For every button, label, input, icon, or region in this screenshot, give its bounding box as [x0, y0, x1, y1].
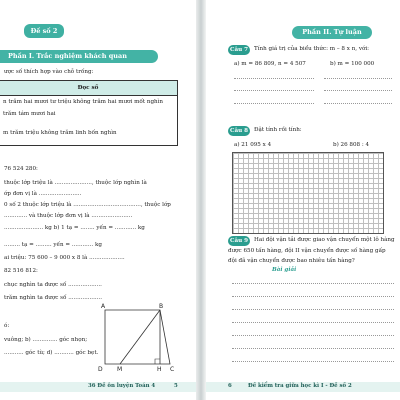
book-spine — [196, 0, 206, 400]
exercise-line: ......... tạ = ......... yến = ............ kg — [4, 242, 102, 248]
question-9-line: được 650 tấn hàng, đội II vận chuyển được số hàng gấp — [228, 248, 386, 254]
exercise-line: ............. và thuộc lớp đơn vị là ....................... — [4, 213, 133, 219]
answer-line — [232, 335, 394, 336]
exercise-line: ai triệu: 75 600 – 9 000 x 8 là .................... — [4, 255, 125, 261]
reading-row: m trăm triệu không trăm linh bốn nghìn — [3, 130, 117, 136]
reading-row: trăm tám mươi hai — [3, 111, 56, 117]
figure-label-c: C — [170, 366, 175, 372]
answer-line — [232, 283, 394, 284]
right-footer-title: Đề kiểm tra giữa học kì I - Đề số 2 — [248, 383, 352, 389]
left-page-number: 5 — [174, 383, 178, 389]
question-9-line: Hai đội vận tải được giao vận chuyển một lô hàng — [254, 237, 395, 243]
question-8-part-b: b) 26 808 : 4 — [333, 142, 370, 148]
answer-line — [232, 322, 394, 323]
answer-line — [232, 348, 394, 349]
reading-table-header: Đọc số — [0, 81, 177, 96]
answer-line — [232, 296, 394, 297]
exercise-line: thuộc lớp triệu là ....................., thuộc lớp nghìn là — [4, 180, 147, 186]
question-9-line: đội đã vận chuyển được bao nhiêu tấn hàng? — [228, 258, 355, 264]
question-8-text: Đặt tính rồi tính: — [254, 127, 302, 133]
reading-row: n trăm hai mươi tư triệu không trăm hai mươi mốt nghìn — [3, 99, 164, 105]
exercise-line: trăm nghìn ta được số ................... — [4, 295, 102, 301]
calculation-grid — [232, 152, 384, 234]
exercise-line: ...................... kg b) 1 tạ = ........ yến = ............ kg — [4, 225, 145, 231]
left-footer-title: 36 Đề ôn luyện Toán 4 — [88, 383, 156, 389]
exercise-line: 0 số 2 thuộc lớp triệu là ......................................, thuộc lớp — [4, 202, 171, 208]
question-7-text: Tính giá trị của biểu thức: m – 8 x n, với: — [254, 46, 370, 52]
figure-label-d: D — [98, 366, 103, 372]
answer-line — [324, 78, 392, 79]
question-7-part-b: b) m = 100 000 — [330, 61, 375, 67]
exercise-line: ớp đơn vị là ........................ — [4, 191, 82, 197]
answer-line — [234, 90, 314, 91]
solution-label: Bài giải — [272, 267, 297, 273]
section-banner-multiple-choice: Phần I. Trắc nghiệm khách quan — [0, 50, 158, 63]
reading-table — [0, 80, 178, 146]
figure-label-m: M — [117, 366, 123, 372]
exam-number-pill: Đề số 2 — [24, 24, 64, 38]
question-9-tag: Câu 9 — [228, 236, 250, 246]
section-banner-essay: Phần II. Tự luận — [292, 26, 372, 39]
question-8-part-a: a) 21 095 x 4 — [234, 142, 272, 148]
figure-label-h: H — [157, 366, 162, 372]
answer-line — [324, 103, 392, 104]
figure-label-a: A — [101, 303, 106, 310]
angle-intro: ó: — [4, 323, 10, 329]
answer-line — [232, 361, 394, 362]
instruction-text: ược số thích hợp vào chỗ trống: — [4, 69, 94, 75]
answer-line — [234, 103, 314, 104]
question-7-tag: Câu 7 — [228, 45, 250, 55]
angle-line: ........... góc tù; d) ........... góc bẹt. — [4, 350, 99, 356]
right-page-number: 6 — [228, 383, 232, 389]
geometry-figure — [95, 300, 180, 372]
answer-line — [234, 78, 314, 79]
answer-line — [232, 309, 394, 310]
exercise-line: 82 516 812: — [4, 268, 38, 274]
exercise-line: 76 524 280: — [4, 166, 38, 172]
exercise-line: chục nghìn ta được số ................... — [4, 282, 102, 288]
angle-line: vuông; b) .............. góc nhọn; — [4, 337, 88, 343]
question-7-part-a: a) m = 86 809, n = 4 507 — [234, 61, 306, 67]
answer-line — [324, 90, 392, 91]
figure-label-b: B — [159, 303, 164, 310]
question-8-tag: Câu 8 — [228, 126, 250, 136]
